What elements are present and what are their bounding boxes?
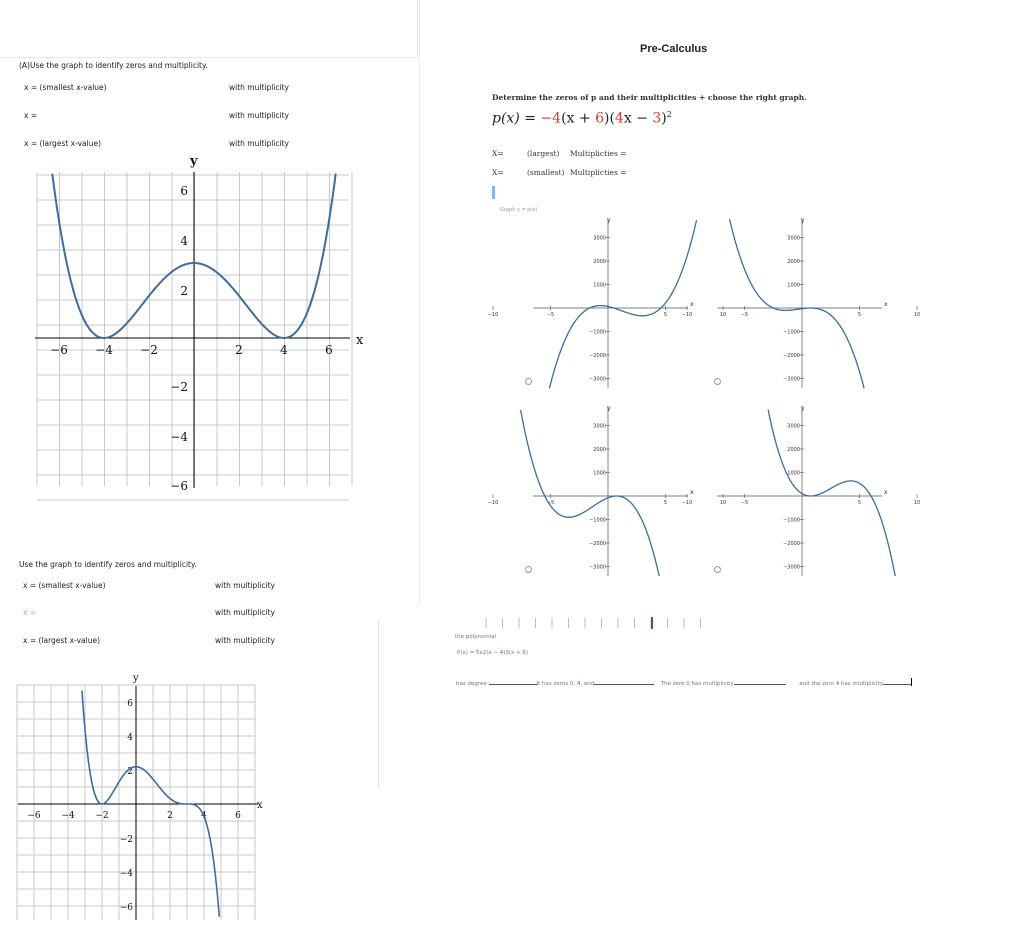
q1-xtick-1: −6	[50, 343, 68, 357]
bottom-intro: the polynomial	[455, 634, 497, 640]
radio-option-d[interactable]	[714, 566, 721, 573]
q2-xtick-1: −6	[27, 811, 41, 821]
eq-f2d: )	[661, 110, 667, 127]
polynomial-equation	[492, 110, 672, 127]
q1-row3-label: x = (largest x-value)	[24, 139, 102, 148]
q1-ytick-1: 6	[180, 184, 188, 198]
zero-input[interactable]	[594, 678, 654, 685]
radio-option-c[interactable]	[525, 566, 532, 573]
sent-p2red: 4	[576, 681, 581, 687]
mini-ytick: −2000	[783, 353, 800, 359]
q1-row2-mult: with multiplicity	[229, 111, 289, 120]
mini-ytick: 2000	[787, 259, 800, 265]
sent-p1: has degree	[456, 681, 487, 687]
q1-graph	[0, 150, 380, 495]
eq-f2a: (	[609, 110, 615, 127]
q1-ytick-3: 2	[180, 284, 188, 298]
eq-f1a: (x +	[561, 110, 596, 127]
eq-coef: −4	[540, 110, 562, 127]
mult0-input[interactable]	[734, 678, 786, 685]
q1-xtick-4: 2	[235, 343, 243, 357]
mini-ytick: −1000	[783, 329, 800, 336]
q2-ytick-4: −2	[119, 835, 133, 845]
instruction-text: Determine the zeros of p and their multiplicities + choose the right graph.	[492, 93, 807, 102]
q2-ytick-5: −4	[119, 869, 133, 879]
poly-a: P(x) = 5x2(x −	[457, 650, 500, 656]
mini-ytick: −3000	[589, 376, 606, 383]
mini-curve	[546, 220, 696, 388]
poly-red: 4	[499, 650, 504, 656]
mini-xtick: 5	[857, 500, 862, 506]
bottom-polynomial	[457, 650, 528, 656]
q1-ytick-2: 4	[180, 234, 188, 248]
graph-label: Graph y = p(x)	[500, 207, 538, 213]
q1-row1-mult: with multiplicity	[229, 83, 289, 92]
mini-x-label: x	[690, 489, 694, 496]
mini-curve	[730, 219, 865, 388]
q2-xtick-5: 4	[201, 811, 207, 821]
q1-xtick-5: 4	[280, 343, 288, 357]
mini-xtick: 10	[719, 312, 727, 318]
graph-option-b[interactable]	[681, 213, 921, 391]
q2-xtick-3: −2	[95, 811, 109, 821]
radio-option-a[interactable]	[525, 378, 532, 385]
q1-xtick-6: 6	[325, 343, 333, 357]
q2-x-label: x	[257, 800, 263, 811]
text-caret	[911, 678, 912, 686]
q1-ytick-6: −6	[170, 479, 188, 493]
q1-ytick-5: −4	[170, 430, 188, 444]
mini-ytick: 3000	[787, 235, 800, 242]
mini-xtick: 10	[913, 500, 921, 506]
mini-ytick: −3000	[783, 564, 800, 571]
degree-input[interactable]	[489, 678, 537, 685]
q1-y-label: y	[190, 154, 198, 169]
q2-row1-mult: with multiplicity	[215, 581, 275, 590]
q2-row3-label: x = (largest x-value)	[23, 636, 101, 645]
mini-xtick: −10	[681, 312, 693, 318]
xrow2-label: X=	[492, 168, 504, 177]
mini-xtick: −5	[546, 500, 555, 506]
mult4-input[interactable]	[883, 678, 911, 685]
mini-xtick: −5	[546, 312, 555, 318]
mini-ytick: 1000	[787, 470, 800, 477]
q2-row2-label: x =	[23, 608, 37, 617]
mini-xtick: −5	[740, 500, 749, 506]
mini-y-label: y	[801, 405, 805, 412]
graph-option-c[interactable]	[487, 401, 727, 579]
xrow2-mult: Multiplicties =	[570, 168, 627, 177]
mini-ytick: −1000	[589, 329, 606, 336]
mini-ytick: 3000	[593, 235, 606, 242]
mini-ytick: 2000	[787, 447, 800, 453]
divider	[378, 620, 379, 788]
sent-p3: The zero 0 has multiplicity	[660, 681, 734, 687]
radio-option-b[interactable]	[714, 378, 721, 385]
q1-xtick-3: −2	[140, 343, 158, 357]
mini-xtick: 5	[663, 500, 668, 506]
q2-row3-mult: with multiplicity	[215, 636, 275, 645]
tick-strip	[480, 616, 720, 630]
mini-x-label: x	[690, 301, 694, 308]
mini-ytick: 1000	[593, 282, 606, 289]
mini-ytick: 2000	[593, 447, 606, 453]
q2-xtick-2: −4	[61, 811, 75, 821]
mini-ytick: −2000	[783, 541, 800, 547]
q2-xtick-6: 6	[235, 811, 241, 821]
eq-prefix: p(x) =	[492, 110, 541, 127]
mini-x-label: x	[884, 489, 888, 496]
xrow1-which: (largest)	[527, 149, 560, 158]
q2-ytick-1: 6	[127, 699, 133, 709]
mini-curve	[521, 410, 660, 576]
q1-row1-label: x = (smallest x-value)	[24, 83, 107, 92]
q2-ytick-2: 4	[127, 733, 133, 743]
top-empty-box	[0, 0, 418, 58]
sent-p2b: , and	[580, 681, 595, 687]
q2-y-label: y	[133, 673, 139, 684]
q2-ytick-6: −6	[119, 903, 133, 913]
mini-ytick: −1000	[783, 517, 800, 524]
mini-xtick: −10	[487, 312, 499, 318]
q1-row2-label: x =	[24, 111, 38, 120]
mini-ytick: 1000	[787, 282, 800, 289]
mini-ytick: −2000	[589, 353, 606, 359]
mini-ytick: −2000	[589, 541, 606, 547]
text-cursor	[492, 186, 495, 199]
q1-heading: (A)Use the graph to identify zeros and multiplicity.	[19, 61, 208, 70]
q2-heading: Use the graph to identify zeros and multiplicity.	[19, 560, 197, 569]
mini-y-label: y	[607, 217, 611, 224]
poly-b: )3(x + 6)	[503, 650, 529, 656]
mini-y-label: y	[801, 217, 805, 224]
bottom-sentence: has degree It has zeros 0, 4, and . The zero 0 has multiplicity and the zero 4 has multiplicity	[456, 678, 912, 687]
eq-f1n: 6	[595, 110, 604, 127]
mini-ytick: 3000	[787, 423, 800, 430]
q2-row2-mult: with multiplicity	[215, 608, 275, 617]
mini-curve	[768, 410, 895, 576]
mini-xtick: −5	[740, 312, 749, 318]
mini-ytick: 3000	[593, 423, 606, 430]
q2-xtick-4: 2	[167, 811, 173, 821]
mini-xtick: −10	[487, 500, 499, 506]
q2-graph	[0, 668, 280, 930]
mini-ytick: 1000	[593, 470, 606, 477]
q1-ytick-4: −2	[170, 380, 188, 394]
graph-option-d[interactable]	[681, 401, 921, 579]
mini-xtick: 10	[719, 500, 727, 506]
mini-xtick: −10	[681, 500, 693, 506]
xrow1-mult: Multiplicties =	[570, 149, 627, 158]
page-title: Pre-Calculus	[640, 43, 708, 55]
mini-ytick: −3000	[783, 376, 800, 383]
mini-x-label: x	[884, 301, 888, 308]
mini-ytick: −1000	[589, 517, 606, 524]
eq-f2b: x −	[623, 110, 653, 127]
mini-xtick: 5	[663, 312, 668, 318]
q1-row3-mult: with multiplicity	[229, 139, 289, 148]
xrow1-label: X=	[492, 149, 504, 158]
eq-exp: 2	[666, 110, 672, 119]
sent-p2: It has zeros 0,	[536, 681, 577, 687]
q2-row1-label: x = (smallest x-value)	[23, 581, 106, 590]
q2-ytick-3: 2	[127, 767, 133, 777]
mini-y-label: y	[607, 405, 611, 412]
q1-xtick-2: −4	[95, 343, 113, 357]
mini-ytick: 2000	[593, 259, 606, 265]
graph-option-a[interactable]	[487, 213, 727, 391]
eq-f2n: 4	[614, 110, 624, 127]
eq-f2c: 3	[652, 110, 662, 127]
mini-xtick: 10	[913, 312, 921, 318]
q1-x-label: x	[356, 333, 364, 348]
eq-f1b: )	[603, 110, 610, 127]
xrow2-which: (smallest)	[527, 168, 565, 177]
sent-p4: and the zero 4 has multiplicity	[799, 681, 883, 687]
mini-xtick: 5	[857, 312, 862, 318]
mini-ytick: −3000	[589, 564, 606, 571]
